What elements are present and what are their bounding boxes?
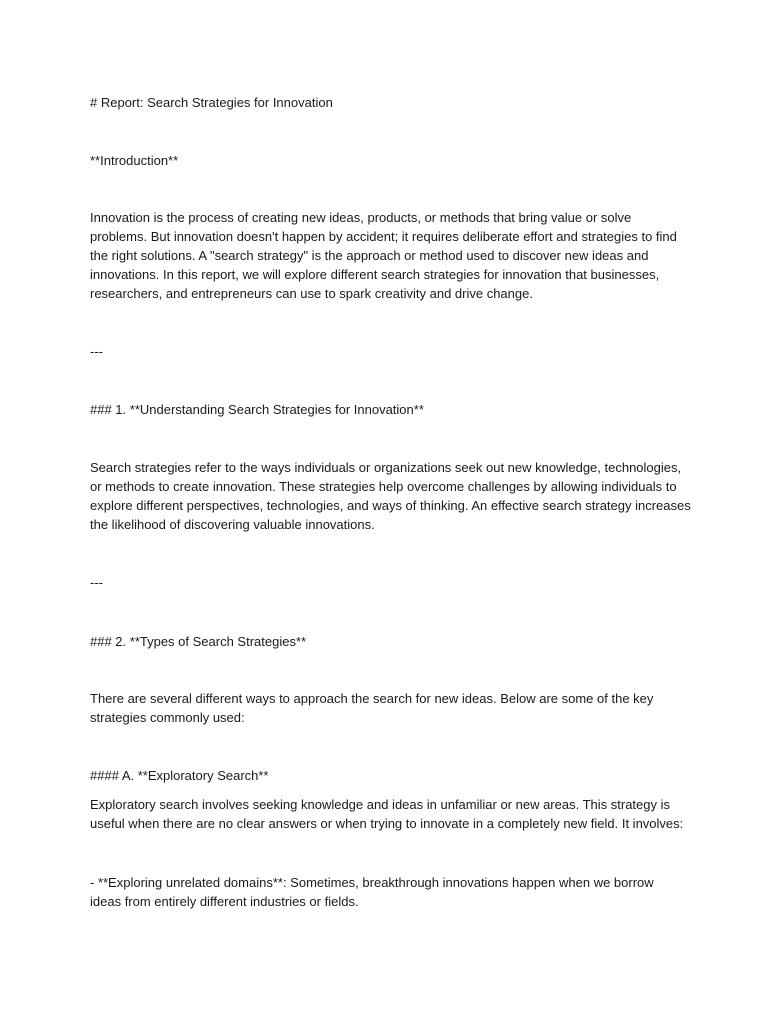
section-1-paragraph (90, 458, 690, 534)
text-line: There are several different ways to approach the search for new ideas. Below are some of the key (90, 691, 654, 706)
section-2-heading: ### 2. **Types of Search Strategies** (90, 634, 307, 649)
text-line: innovations. In this report, we will explore different search strategies for innovation that businesses, (90, 267, 660, 282)
section-2-paragraph (90, 689, 690, 727)
introduction-heading: **Introduction** (90, 153, 179, 168)
text-line: strategies commonly used: (90, 710, 245, 725)
divider-text: --- (90, 344, 103, 359)
divider-text: --- (90, 575, 103, 590)
section-1-heading: ### 1. **Understanding Search Strategies for Innovation** (90, 402, 424, 417)
report-title: # Report: Search Strategies for Innovation (90, 95, 333, 110)
bullet-item (90, 873, 690, 911)
text-line: or methods to create innovation. These strategies help overcome challenges by allowing individuals to (90, 479, 677, 494)
subsection-a-heading: #### A. **Exploratory Search** (90, 768, 269, 783)
text-line: the right solutions. A "search strategy" is the approach or method used to discover new ideas and (90, 248, 649, 263)
text-line: the likelihood of discovering valuable innovations. (90, 517, 375, 532)
text-line: researchers, and entrepreneurs can use to spark creativity and drive change. (90, 286, 533, 301)
introduction-paragraph (90, 208, 690, 303)
text-line: useful when there are no clear answers or when trying to innovate in a completely new field. It involves: (90, 816, 684, 831)
text-line: problems. But innovation doesn't happen by accident; it requires deliberate effort and strategies to find (90, 229, 677, 244)
subsection-a-paragraph (90, 795, 690, 833)
text-line: - **Exploring unrelated domains**: Sometimes, breakthrough innovations happen when we borrow (90, 875, 654, 890)
text-line: explore different perspectives, technologies, and ways of thinking. An effective search strategy increases (90, 498, 691, 513)
text-line: Innovation is the process of creating new ideas, products, or methods that bring value or solve (90, 210, 632, 225)
text-line: Exploratory search involves seeking knowledge and ideas in unfamiliar or new areas. This strategy is (90, 797, 670, 812)
text-line: Search strategies refer to the ways individuals or organizations seek out new knowledge, technologies, (90, 460, 682, 475)
text-line: ideas from entirely different industries or fields. (90, 894, 359, 909)
